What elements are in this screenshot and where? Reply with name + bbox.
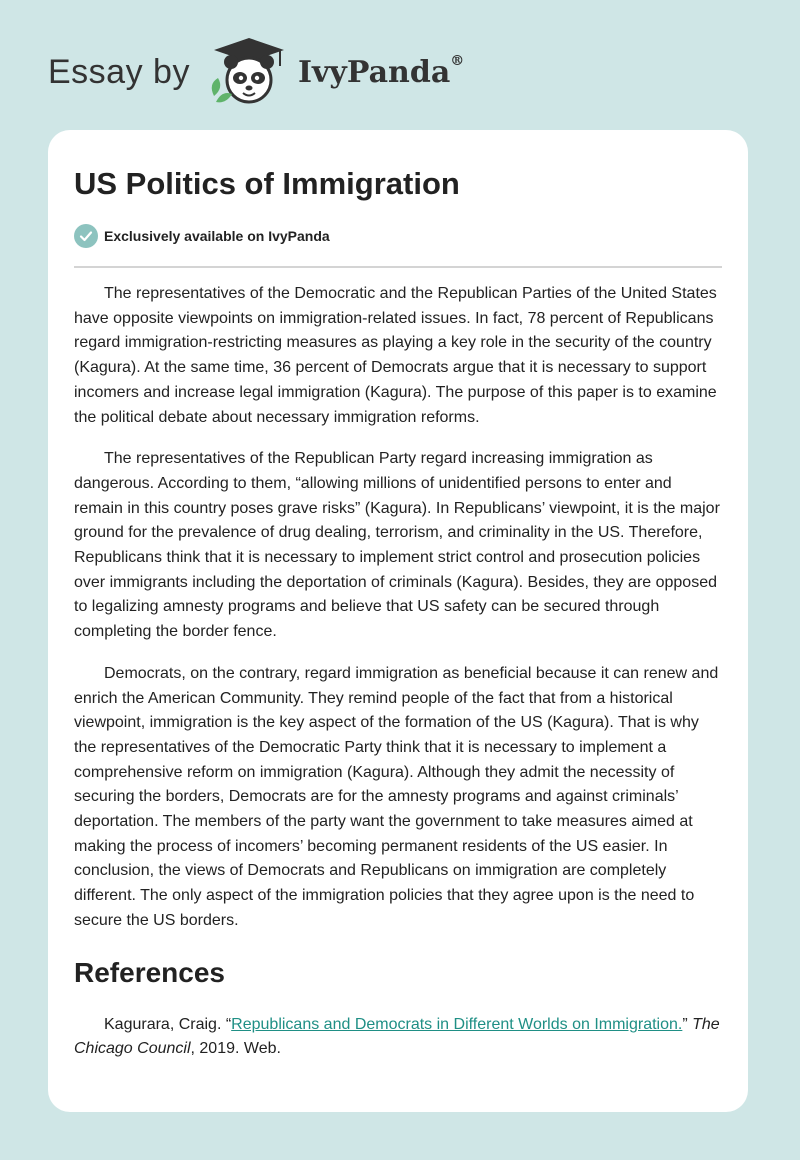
registered-mark: ®: [450, 52, 465, 69]
essay-card: [48, 130, 748, 1112]
reference-quote-close: ”: [682, 1015, 688, 1033]
references-heading: References: [74, 956, 225, 988]
reference-source: The Chicago Council: [74, 1015, 720, 1058]
panda-logo-icon[interactable]: [204, 36, 294, 108]
paragraph: The representatives of the Democratic and the Republican Parties of the United States have opposite viewpoints on immigration-related issues. In fact, 78 percent of Republicans regard immigration-restricting measures as playing a key role in the security of the country (Kagura). At the same time, 36 percent of Democrats argue that it is necessary to support incomers and increase legal immigration (Kagura). The purpose of this paper is to examine the political debate about necessary immigration reforms.: [74, 285, 717, 426]
reference-rest: , 2019. Web.: [190, 1040, 281, 1058]
reference-list: [74, 1013, 722, 1062]
essay-body: [74, 282, 722, 934]
paragraph: The representatives of the Republican Party regard increasing immigration as dangerous. According to them, “allowing millions of unidentified persons to enter and remain in this country poses grave risks” (Kagura). In Republicans’ viewpoint, it is the major ground for the prevalence of drug dealing, terrorism, and criminality in the US. Therefore, Republicans think that it is necessary to implement strict control and prosecution policies over immigrants including the deportation of criminals (Kagura). Besides, they are opposed to legalizing amnesty programs and believe that US safety can be secured through completing the border fence.: [74, 450, 720, 641]
page-title: US Politics of Immigration: [74, 166, 460, 201]
title-divider: [74, 266, 722, 268]
check-icon: [74, 224, 98, 248]
reference-item: [74, 1013, 722, 1062]
brand-name: IvyPanda®: [297, 52, 465, 90]
paragraph: Democrats, on the contrary, regard immigration as beneficial because it can renew and enrich the American Community. They remind people of the fact that from a historical viewpoint, immigration is the key aspect of the formation of the US (Kagura). That is why the representatives of the Democratic Party think that it is necessary to implement a comprehensive reform on immigration (Kagura). Although they admit the necessity of securing the borders, Democrats are for the amnesty programs and against criminals’ deportation. The members of the party want the government to take measures aimed at making the process of incomers’ becoming permanent residents of the US easier. In conclusion, the views of Democrats and Republicans on immigration are completely different. The only aspect of the immigration policies that they agree upon is the need to secure the US borders.: [74, 664, 719, 929]
site-header: [48, 36, 464, 108]
reference-author: Kagurara, Craig. “: [104, 1015, 232, 1033]
exclusive-badge: [74, 220, 722, 252]
badge-label: Exclusively available on IvyPanda: [104, 228, 330, 244]
reference-link[interactable]: Republicans and Democrats in Different Worlds on Immigration.: [231, 1015, 683, 1033]
brand-prefix: Essay by: [48, 52, 190, 91]
